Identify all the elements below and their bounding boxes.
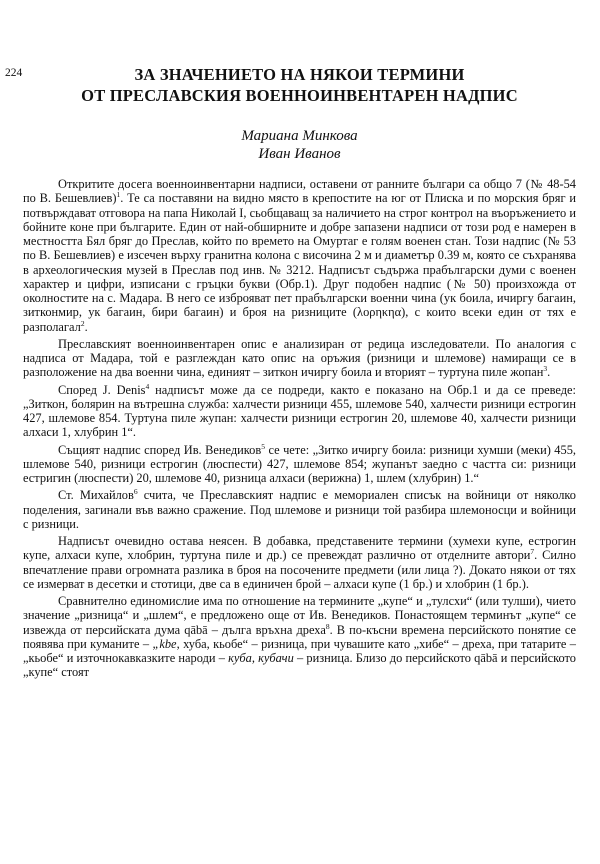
paragraph-text: надписът може да се подреди, както е показано на Обр.1 и да се преведе: „Зиткон, болярин на вътрешна служба: халчести ризници 455, шлемове 540, халчести ризници естрогин 427, шлемове 854. Туртуна пиле жупан: халчести ризници естрогин 20, шлемове 40, халчести ризници алхаси 1, хлубрин 1“. xyxy=(23,382,576,440)
italic-term: куба, кубачи xyxy=(228,651,294,665)
paragraph-text: Според J. Denis xyxy=(58,382,146,397)
paragraph-text: . В по-късни времена персийското понятие се появява при куманите – xyxy=(23,622,576,651)
author-name: Иван Иванов xyxy=(258,146,341,162)
footnote-marker: 5 xyxy=(261,441,265,451)
paragraph-text: счита, че Преславският надпис е мемориален списък на войници от няколко поделения, загинали във важно сражение. Под шлемове и ризници той разбира шлемоносци и войници с ризници. xyxy=(23,488,576,531)
paragraph-text: Същият надпис според Ив. Венедиков xyxy=(58,442,262,457)
document-page xyxy=(0,64,600,864)
paragraph-text: – ризница. Близо до персийското qābā и персийското „купе“ стоят xyxy=(23,651,576,680)
paragraph-text: , хуба, кьобе“ – ризница, при чувашите като „хибе“ – дреха, при татарите – „кьобе“ и източнокавказките народи – xyxy=(23,636,576,665)
footnote-marker: 7 xyxy=(530,547,535,557)
paragraph-text: Откритите досега военноинвентарни надписи, оставени от ранните българи са общо 7 (№ 48-54 по В. Бешевлиев) xyxy=(23,177,576,206)
footnote-marker: 1 xyxy=(116,190,121,200)
footnote-marker: 2 xyxy=(80,318,85,328)
body-paragraph xyxy=(23,337,576,380)
page-number: 224 xyxy=(5,67,23,79)
body-paragraph xyxy=(23,383,576,440)
paragraph-text: се чете: „Зитко ичиргу боила: ризници хумши (меки) 455, шлемове 540, ризници естрогин (люспести) 427, шлемове 854; жупанът заедно с частта си: ризници естригин (люспести) 20, шлемове 40, ризница алхаси (верижна) 1, шлем (хлубрин) 1.“ xyxy=(23,442,576,485)
paragraph-text: Преславският военноинвентарен опис е анализиран от редица изследователи. По аналогия с надписа от Мадара, той е разглеждан като опис на оръжия (ризници и шлемове) намиращи се в разположение на два военни чина, единият – зиткон ичиргу боила и вторият – туртуна пиле жопан xyxy=(23,336,576,380)
paragraph-text: . xyxy=(547,365,551,380)
footnote-marker: 4 xyxy=(145,381,150,391)
body-paragraph xyxy=(23,594,576,680)
paragraph-text: . xyxy=(84,319,88,334)
body-paragraph xyxy=(23,177,576,334)
body-paragraph xyxy=(23,534,576,591)
article-title xyxy=(23,64,576,106)
title-line-1: ЗА ЗНАЧЕНИЕТО НА НЯКОИ ТЕРМИНИ xyxy=(134,65,465,84)
footnote-marker: 6 xyxy=(133,487,138,497)
paragraph-text: Надписът очевидно остава неясен. В добавка, представените термини (хумехи купе, естрогин купе, алхаси купе, хлобрин, туртуна пиле и др.) се превеждат различно от отделните автори xyxy=(23,534,576,563)
footnote-marker: 3 xyxy=(543,364,548,374)
paragraph-text: . Силно впечатление прави огромната разлика в броя на посочените предмети (или лица ?). Докато някои от тях се измерват в десетки и стотици, две са в единичен брой – алхаси купе (1 бр.) и хлобрин (1 бр.). xyxy=(23,548,576,591)
body-paragraph xyxy=(23,443,576,486)
paragraph-text: . Те са поставяни на видно място в крепостите на юг от Плиска и по морския бряг и потвърждават отговора на папа Николай I, сьобщаващ за наличието на строг контрол на въоръжението и бойните коне при българите. Един от най-обширните и добре запазени надписи от този род е намерен в местността Бял бряг до Преслав, който по времето на Омуртаг е голям военен стан. Този надпис (№ 53 по В. Бешевлиев) е изсечен върху гранитна колона с височина 2 м и диаметър 0.39 м, която се съхранява в археологическия музей в Преслав под инв. № 3212. Надписът съдържа прабългарски думи с военен характер и цифри, изписани с гръцки букви (Обр.1). Друг подобен надпис (№ 50) произхожда от околностите на с. Мадара. В него се изброяват пет прабългарски военни чина (ук боила, ичиргу багаин, зитконмир, ук багаин, бири багаин) и броя на ризниците (λορηκηα), с които всеки един от тях е разполагал xyxy=(23,191,576,334)
italic-term: „kbe xyxy=(152,636,177,651)
author-name: Мариана Минкова xyxy=(241,128,358,144)
footnote-marker: 8 xyxy=(325,621,330,631)
paragraph-text: Сравнително единомислие има по отношение на термините „купе“ и „тулсхи“ (или тулши), чието значение „ризница“ и „шлем“, е предложено още от Ив. Венедиков. Понастоящем терминът „купе“ се извежда от персийската дума qābā – дълга връхна дреха xyxy=(23,594,576,637)
article-body xyxy=(23,177,576,680)
author-list xyxy=(23,127,576,163)
body-paragraph xyxy=(23,488,576,531)
paragraph-text: Ст. Михайлов xyxy=(58,488,134,503)
title-line-2: ОТ ПРЕСЛАВСКИЯ ВОЕННОИНВЕНТАРЕН НАДПИС xyxy=(81,86,518,105)
